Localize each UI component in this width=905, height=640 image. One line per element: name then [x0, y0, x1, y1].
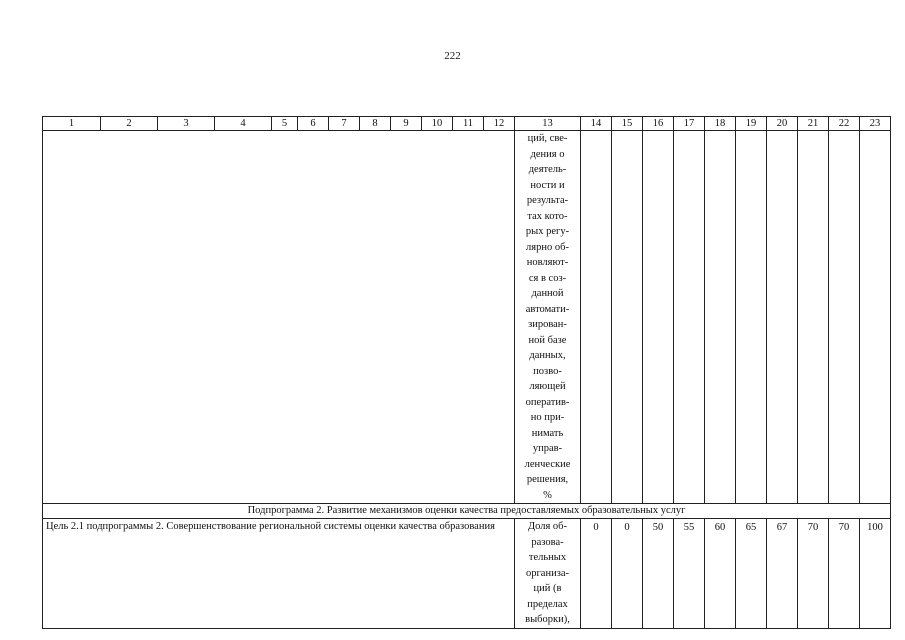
column-header: 20 [767, 117, 798, 131]
empty-value-cell [736, 131, 767, 504]
column-header: 4 [215, 117, 272, 131]
column-header: 12 [484, 117, 515, 131]
empty-value-cell [829, 131, 860, 504]
subprogram-row [43, 504, 891, 519]
empty-value-cell [705, 131, 736, 504]
column-header: 23 [860, 117, 891, 131]
column-header: 3 [158, 117, 215, 131]
column-header: 2 [101, 117, 158, 131]
column-header: 18 [705, 117, 736, 131]
value-cell: 65 [736, 519, 767, 629]
column-header: 6 [298, 117, 329, 131]
column-header: 14 [581, 117, 612, 131]
value-cell: 70 [798, 519, 829, 629]
column-header: 13 [515, 117, 581, 131]
goal-row [43, 519, 891, 629]
subprogram-title: Подпрограмма 2. Развитие механизмов оценки качества предоставляемых образовательных услуг [43, 504, 891, 519]
indicator-description-cell: Доля об- разова- тельных организа- ций (в пределах выборки), [515, 519, 581, 629]
column-header: 11 [453, 117, 484, 131]
empty-value-cell [612, 131, 643, 504]
indicator-description-cell: ций, све- дения о деятель- ности и результа- тах кото- рых регу- лярно об- новляют- ся в соз- данной автомати- зирован- ной базе данных, позво- ляющей оператив- но при- нимать управ- ленческие решения, % [515, 131, 581, 504]
value-cell: 70 [829, 519, 860, 629]
column-header: 19 [736, 117, 767, 131]
value-cell: 100 [860, 519, 891, 629]
column-header: 15 [612, 117, 643, 131]
empty-value-cell [643, 131, 674, 504]
empty-value-cell [581, 131, 612, 504]
column-header: 16 [643, 117, 674, 131]
column-header: 22 [829, 117, 860, 131]
empty-merged-cell [43, 131, 515, 504]
column-header: 1 [43, 117, 101, 131]
empty-value-cell [674, 131, 705, 504]
column-header: 17 [674, 117, 705, 131]
column-header: 7 [329, 117, 360, 131]
value-cell: 0 [581, 519, 612, 629]
column-header: 8 [360, 117, 391, 131]
empty-value-cell [767, 131, 798, 504]
value-cell: 55 [674, 519, 705, 629]
value-cell: 50 [643, 519, 674, 629]
continuation-row [43, 131, 891, 504]
empty-value-cell [860, 131, 891, 504]
goal-description-cell: Цель 2.1 подпрограммы 2. Совершенствование региональной системы оценки качества образования [43, 519, 515, 629]
column-header: 10 [422, 117, 453, 131]
value-cell: 60 [705, 519, 736, 629]
column-number-header-row [43, 117, 891, 131]
indicators-table [42, 116, 891, 629]
value-cell: 67 [767, 519, 798, 629]
column-header: 9 [391, 117, 422, 131]
column-header: 5 [272, 117, 298, 131]
value-cell: 0 [612, 519, 643, 629]
page-number: 222 [444, 50, 461, 62]
column-header: 21 [798, 117, 829, 131]
empty-value-cell [798, 131, 829, 504]
